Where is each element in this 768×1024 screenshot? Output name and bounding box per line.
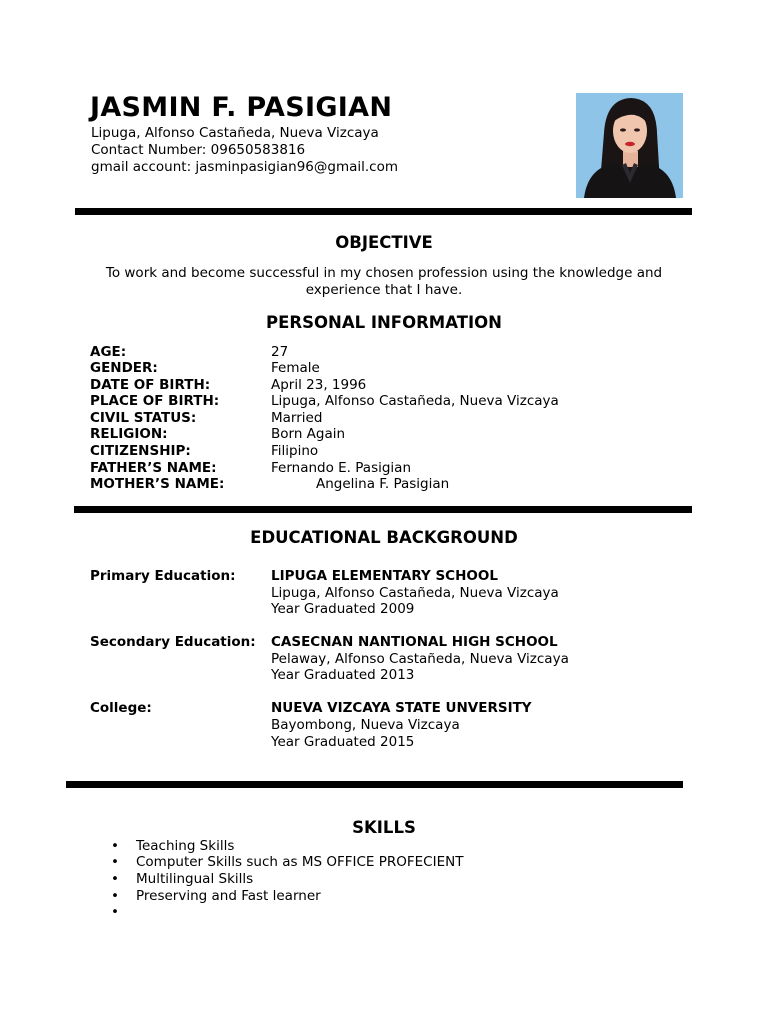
mothers-name-label: MOTHER’S NAME: (90, 476, 225, 492)
citizenship-value: Filipino (271, 443, 319, 459)
religion-value: Born Again (271, 426, 346, 442)
age-value: 27 (271, 344, 289, 360)
skills-heading: SKILLS (352, 818, 416, 837)
primary-school-name: LIPUGA ELEMENTARY SCHOOL (271, 568, 498, 584)
bullet-icon: • (111, 904, 119, 920)
college-location: Bayombong, Nueva Vizcaya (271, 717, 460, 733)
personal-info-heading: PERSONAL INFORMATION (266, 313, 502, 332)
bullet-icon: • (111, 888, 119, 904)
civil-status-label: CIVIL STATUS: (90, 410, 197, 426)
college-school-name: NUEVA VIZCAYA STATE UNVERSITY (271, 700, 532, 716)
secondary-school-name: CASECNAN NANTIONAL HIGH SCHOOL (271, 634, 558, 650)
mothers-name-value: Angelina F. Pasigian (316, 476, 450, 492)
objective-heading: OBJECTIVE (335, 233, 433, 252)
objective-line-1: To work and become successful in my chosen profession using the knowledge and (105, 265, 663, 281)
gender-label: GENDER: (90, 360, 158, 376)
skill-item: Computer Skills such as MS OFFICE PROFECIENT (136, 854, 464, 870)
bullet-icon: • (111, 838, 119, 854)
skill-item: Teaching Skills (136, 838, 235, 854)
dob-value: April 23, 1996 (271, 377, 367, 393)
skill-item: Preserving and Fast learner (136, 888, 321, 904)
applicant-name: JASMIN F. PASIGIAN (90, 92, 393, 123)
secondary-school-location: Pelaway, Alfonso Castañeda, Nueva Vizcaya (271, 651, 569, 667)
section-divider (66, 781, 683, 788)
objective-text (90, 265, 678, 299)
education-heading: EDUCATIONAL BACKGROUND (250, 528, 518, 547)
gender-value: Female (271, 360, 320, 376)
primary-school-year: Year Graduated 2009 (271, 601, 415, 617)
fathers-name-value: Fernando E. Pasigian (271, 460, 412, 476)
religion-label: RELIGION: (90, 426, 168, 442)
secondary-education-label: Secondary Education: (90, 634, 256, 650)
citizenship-label: CITIZENSHIP: (90, 443, 191, 459)
age-label: AGE: (90, 344, 127, 360)
college-year: Year Graduated 2015 (271, 734, 415, 750)
address-line: Lipuga, Alfonso Castañeda, Nueva Vizcaya (91, 125, 379, 141)
contact-number: Contact Number: 09650583816 (91, 142, 306, 158)
skill-item: Multilingual Skills (136, 871, 254, 887)
dob-label: DATE OF BIRTH: (90, 377, 211, 393)
fathers-name-label: FATHER’S NAME: (90, 460, 217, 476)
section-divider (74, 506, 692, 513)
bullet-icon: • (111, 854, 119, 870)
profile-photo (576, 93, 683, 198)
secondary-school-year: Year Graduated 2013 (271, 667, 415, 683)
college-label: College: (90, 700, 152, 716)
pob-value: Lipuga, Alfonso Castañeda, Nueva Vizcaya (271, 393, 559, 409)
section-divider (75, 208, 692, 215)
primary-education-label: Primary Education: (90, 568, 236, 584)
portrait-image (576, 93, 683, 198)
objective-line-2: experience that I have. (305, 282, 463, 298)
pob-label: PLACE OF BIRTH: (90, 393, 220, 409)
email-line: gmail account: jasminpasigian96@gmail.com (91, 159, 398, 175)
primary-school-location: Lipuga, Alfonso Castañeda, Nueva Vizcaya (271, 585, 559, 601)
civil-status-value: Married (271, 410, 323, 426)
bullet-icon: • (111, 871, 119, 887)
